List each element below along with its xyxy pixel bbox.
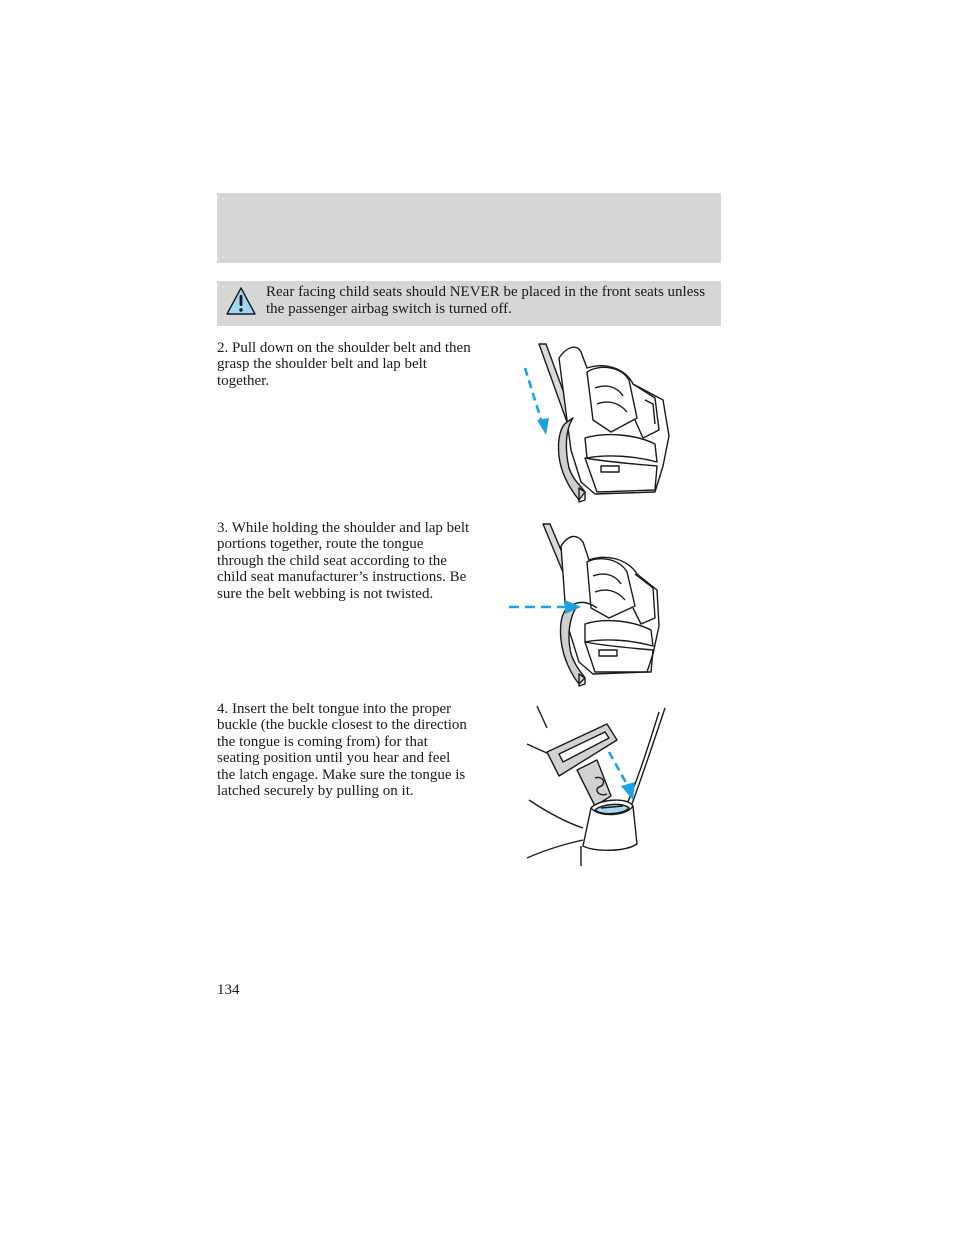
child-seat-pull-belt-illustration: [515, 340, 675, 505]
belt-tongue-buckle-illustration: [525, 704, 670, 869]
step-3-text: 3. While holding the shoulder and lap belt portions together, route the tongue through the child seat according to the child seat manufacturer’s instructions. Be sure the belt webbing is not twisted.: [217, 520, 470, 602]
page-number: 134: [217, 982, 240, 998]
warning-triangle-icon: [225, 286, 257, 316]
section-header-bar: [217, 193, 721, 263]
warning-text: Rear facing child seats should NEVER be placed in the front seats unless the passenger airbag switch is turned off.: [266, 284, 706, 317]
warning-box: [217, 281, 721, 326]
step-2-text: 2. Pull down on the shoulder belt and then grasp the shoulder belt and lap belt together.: [217, 340, 471, 389]
step-4-text: 4. Insert the belt tongue into the proper buckle (the buckle closest to the direction the tongue is coming from) for that seating position until you hear and feel the latch engage. Make sure the tongue is latched securely by pulling on it.: [217, 701, 467, 800]
child-seat-route-tongue-illustration: [505, 522, 670, 687]
